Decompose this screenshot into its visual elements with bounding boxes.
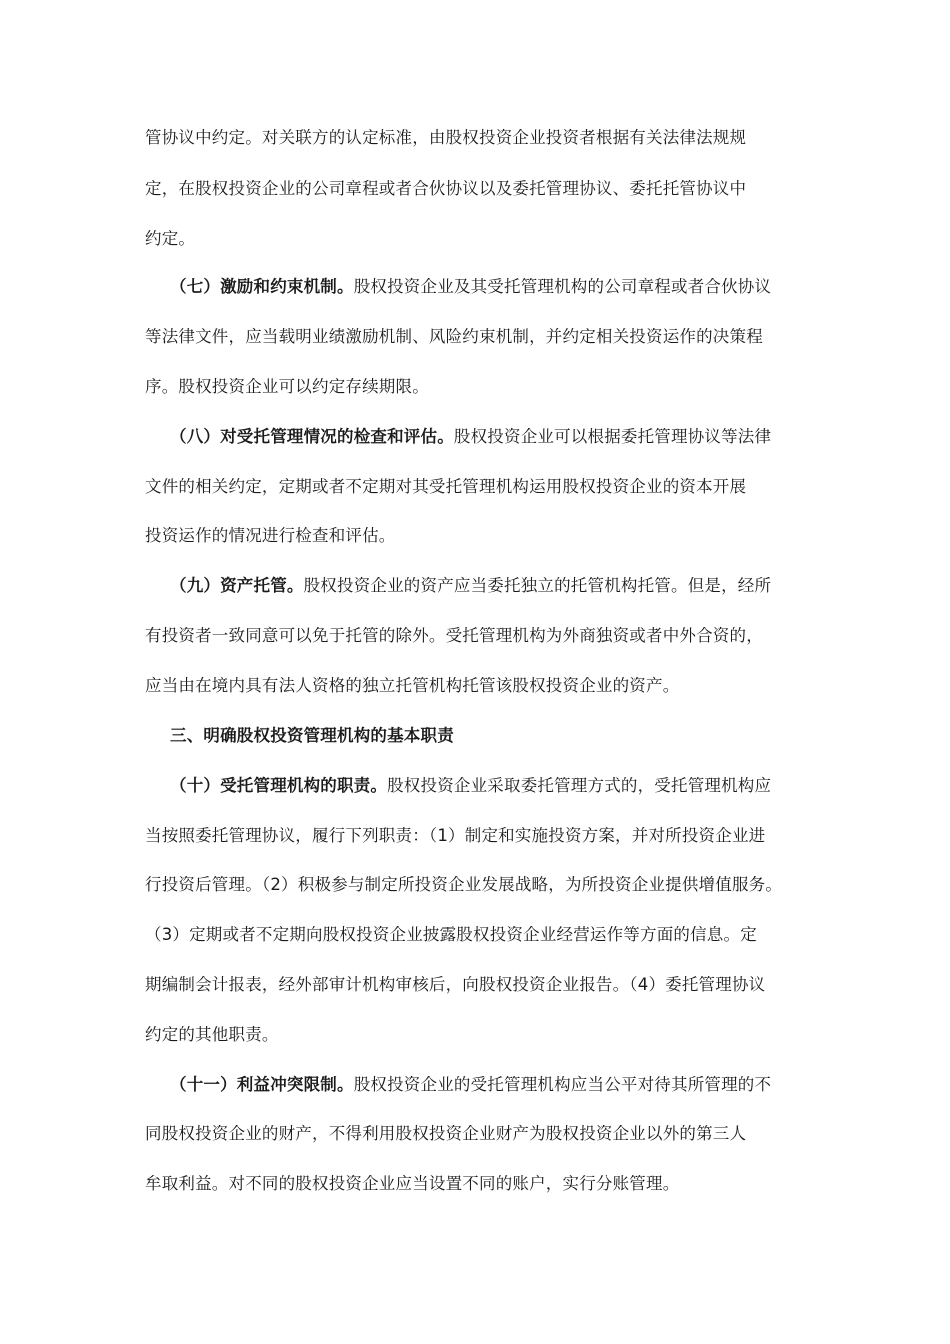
section-heading: （十一）利益冲突限制。: [170, 1075, 354, 1094]
body-line: 期编制会计报表，经外部审计机构审核后，向股权投资企业报告。（4）委托管理协议: [145, 975, 766, 994]
body-line: 管协议中约定。对关联方的认定标准，由股权投资企业投资者根据有关法律法规规: [145, 128, 747, 147]
body-line: 序。股权投资企业可以约定存续期限。: [145, 377, 429, 396]
section-heading: （十）受托管理机构的职责。: [170, 776, 388, 795]
paragraph-start: [170, 776, 771, 796]
body-line: 等法律文件，应当载明业绩激励机制、风险约束机制，并约定相关投资运作的决策程: [145, 327, 763, 346]
body-text: 股权投资企业可以根据委托管理协议等法律: [453, 427, 772, 446]
body-line: （3）定期或者不定期向股权投资企业披露股权投资企业经营运作等方面的信息。定: [145, 925, 757, 944]
paragraph-start: [170, 1075, 771, 1095]
paragraph-start: [170, 576, 771, 596]
body-line: 定，在股权投资企业的公司章程或者合伙协议以及委托管理协议、委托托管协议中: [145, 179, 747, 198]
body-line: 当按照委托管理协议，履行下列职责：（1）制定和实施投资方案，并对所投资企业进: [145, 826, 766, 845]
section-heading: （八）对受托管理情况的检查和评估。: [170, 427, 454, 446]
body-text: 股权投资企业采取委托管理方式的，受托管理机构应: [387, 776, 772, 795]
body-text: 股权投资企业及其受托管理机构的公司章程或者合伙协议: [353, 277, 772, 296]
body-line: 牟取利益。对不同的股权投资企业应当设置不同的账户，实行分账管理。: [145, 1174, 680, 1193]
body-text: 股权投资企业的资产应当委托独立的托管机构托管。但是，经所: [303, 576, 772, 595]
section-heading: （七）激励和约束机制。: [170, 277, 354, 296]
body-line: 约定。: [145, 229, 196, 248]
body-line: 应当由在境内具有法人资格的独立托管机构托管该股权投资企业的资产。: [145, 676, 680, 695]
body-line: 文件的相关约定，定期或者不定期对其受托管理机构运用股权投资企业的资本开展: [145, 477, 747, 496]
body-line: 有投资者一致同意可以免于托管的除外。受托管理机构为外商独资或者中外合资的，: [145, 626, 763, 645]
body-line: 同股权投资企业的财产，不得利用股权投资企业财产为股权投资企业以外的第三人: [145, 1124, 747, 1143]
section-heading: （九）资产托管。: [170, 576, 304, 595]
paragraph-start: [170, 277, 771, 297]
body-line: 投资运作的情况进行检查和评估。: [145, 526, 396, 545]
body-text: 股权投资企业的受托管理机构应当公平对待其所管理的不: [353, 1075, 772, 1094]
chapter-heading: 三、明确股权投资管理机构的基本职责: [170, 726, 454, 745]
paragraph-start: [170, 427, 771, 447]
body-line: 行投资后管理。（2）积极参与制定所投资企业发展战略，为所投资企业提供增值服务。: [145, 875, 783, 894]
body-line: 约定的其他职责。: [145, 1025, 279, 1044]
